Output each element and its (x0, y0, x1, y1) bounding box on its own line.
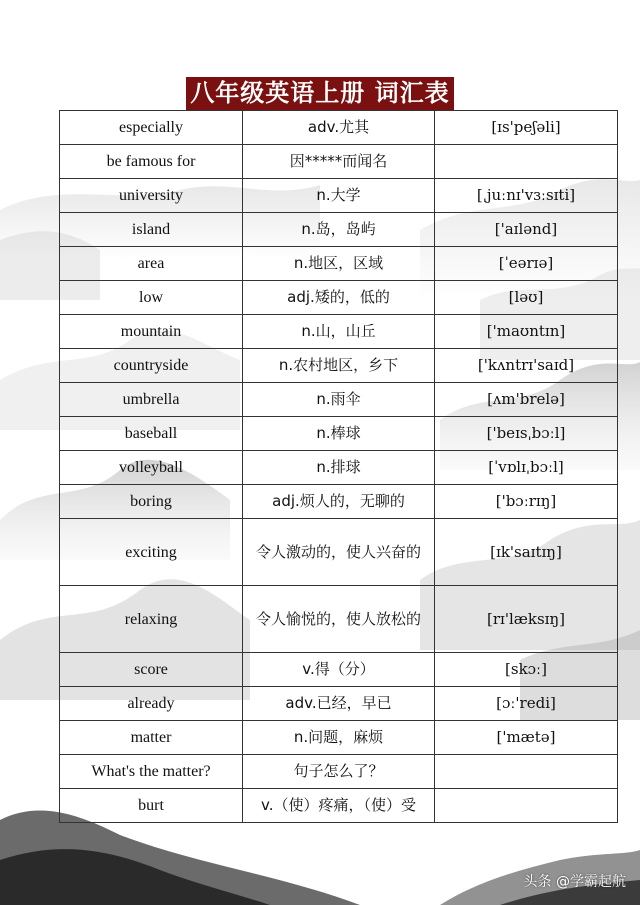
phonetic-cell: [skɔː] (435, 653, 618, 687)
word-cell: baseball (60, 417, 243, 451)
phonetic-cell: ['beɪsˌbɔːl] (435, 417, 618, 451)
table-row (60, 687, 618, 721)
word-cell: boring (60, 485, 243, 519)
word-cell: island (60, 213, 243, 247)
meaning-cell: n.农村地区，乡下 (243, 349, 435, 383)
word-cell: low (60, 281, 243, 315)
phonetic-cell: [rɪ'læksɪŋ] (435, 586, 618, 653)
table-row (60, 755, 618, 789)
table-row (60, 519, 618, 586)
table-row (60, 111, 618, 145)
meaning-cell: 令人激动的，使人兴奋的 (243, 519, 435, 586)
table-row (60, 721, 618, 755)
table-row (60, 349, 618, 383)
table-row (60, 281, 618, 315)
meaning-cell: n.棒球 (243, 417, 435, 451)
phonetic-cell: ['bɔːrɪŋ] (435, 485, 618, 519)
phonetic-cell: [ˈvɒlɪˌbɔːl] (435, 451, 618, 485)
word-cell: mountain (60, 315, 243, 349)
table-row (60, 417, 618, 451)
word-cell: area (60, 247, 243, 281)
word-cell: burt (60, 789, 243, 823)
word-cell: umbrella (60, 383, 243, 417)
meaning-cell: v.（使）疼痛，（使）受 (243, 789, 435, 823)
meaning-cell: n.雨伞 (243, 383, 435, 417)
phonetic-cell: ['maʊntɪn] (435, 315, 618, 349)
phonetic-cell: [ˈeərɪə] (435, 247, 618, 281)
word-cell: countryside (60, 349, 243, 383)
phonetic-cell: [ˌjuːnɪ'vɜːsɪti] (435, 179, 618, 213)
table-row (60, 485, 618, 519)
meaning-cell: adj.矮的，低的 (243, 281, 435, 315)
word-cell: volleyball (60, 451, 243, 485)
meaning-cell: v.得（分） (243, 653, 435, 687)
phonetic-cell: ['kʌntrɪ'saɪd] (435, 349, 618, 383)
meaning-cell: n.大学 (243, 179, 435, 213)
word-cell: matter (60, 721, 243, 755)
table-row (60, 145, 618, 179)
word-cell: score (60, 653, 243, 687)
phonetic-cell (435, 789, 618, 823)
word-cell: especially (60, 111, 243, 145)
word-cell: already (60, 687, 243, 721)
watermark-text: 头条 @学霸起航 (523, 874, 626, 890)
word-cell: exciting (60, 519, 243, 586)
table-row (60, 179, 618, 213)
word-cell: relaxing (60, 586, 243, 653)
word-cell: be famous for (60, 145, 243, 179)
table-row (60, 213, 618, 247)
table-row (60, 586, 618, 653)
table-row (60, 247, 618, 281)
meaning-cell: n.问题，麻烦 (243, 721, 435, 755)
table-row (60, 315, 618, 349)
meaning-cell: n.排球 (243, 451, 435, 485)
table-row (60, 653, 618, 687)
page-title: 八年级英语上册 词汇表 (186, 77, 453, 110)
table-row (60, 383, 618, 417)
meaning-cell: 句子怎么了？ (243, 755, 435, 789)
meaning-cell: 令人愉悦的，使人放松的 (243, 586, 435, 653)
phonetic-cell: ['mætə] (435, 721, 618, 755)
meaning-cell: adj.烦人的，无聊的 (243, 485, 435, 519)
meaning-cell: 因*****而闻名 (243, 145, 435, 179)
table-row (60, 451, 618, 485)
phonetic-cell: [ləʊ] (435, 281, 618, 315)
phonetic-cell: [ɪs'peʃəli] (435, 111, 618, 145)
phonetic-cell: ['aɪlənd] (435, 213, 618, 247)
meaning-cell: n.岛，岛屿 (243, 213, 435, 247)
phonetic-cell: [ɪk'saɪtɪŋ] (435, 519, 618, 586)
phonetic-cell: [ɔː'redi] (435, 687, 618, 721)
phonetic-cell: [ʌm'brelə] (435, 383, 618, 417)
meaning-cell: n.地区，区域 (243, 247, 435, 281)
vocabulary-table (59, 110, 618, 823)
table-row (60, 789, 618, 823)
phonetic-cell (435, 145, 618, 179)
meaning-cell: n.山，山丘 (243, 315, 435, 349)
word-cell: university (60, 179, 243, 213)
meaning-cell: adv.已经，早已 (243, 687, 435, 721)
phonetic-cell (435, 755, 618, 789)
meaning-cell: adv.尤其 (243, 111, 435, 145)
word-cell: What's the matter? (60, 755, 243, 789)
